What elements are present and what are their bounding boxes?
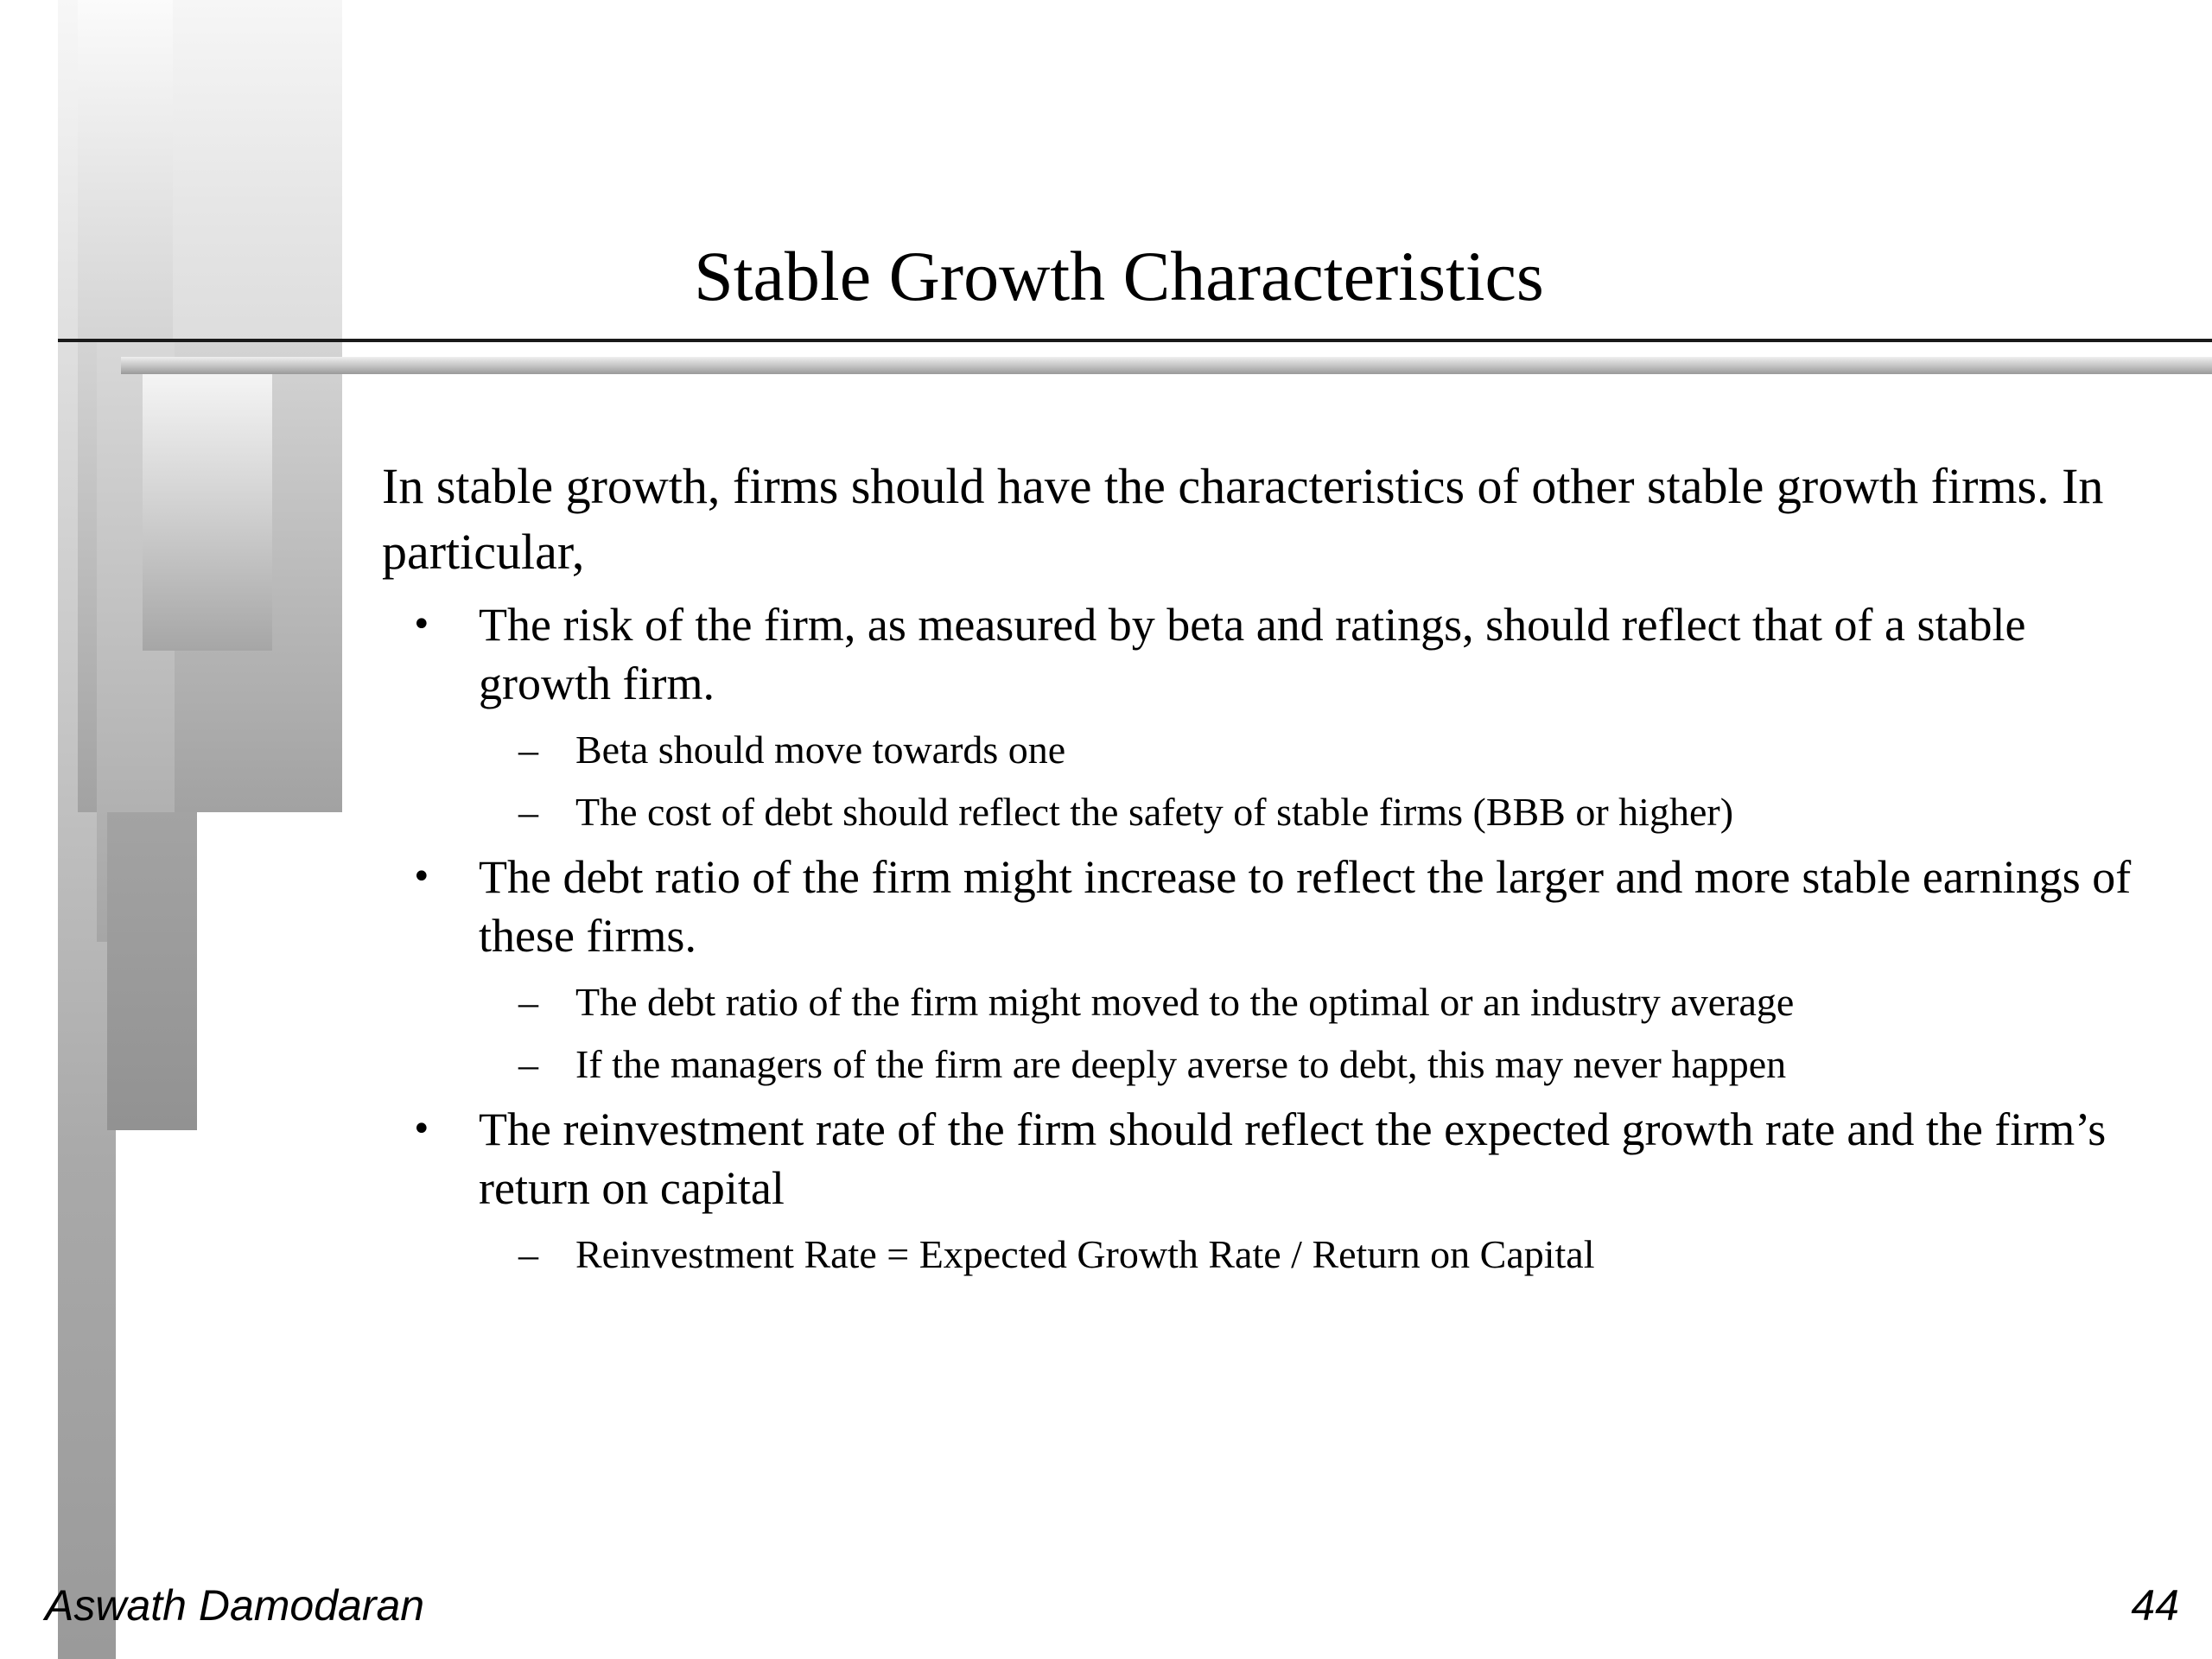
bullet-text: The reinvestment rate of the firm should reflect the expected growth rate and the firm’s return on capital — [479, 1103, 2107, 1214]
decorative-bar — [107, 812, 197, 1130]
sub-bullet-item — [382, 1039, 2162, 1090]
slide-title: Stable Growth Characteristics — [694, 237, 1544, 315]
decorative-bar — [143, 372, 272, 651]
sub-bullet-marker: – — [518, 1232, 538, 1276]
sub-bullet-marker: – — [518, 1042, 538, 1086]
sub-bullet-item — [382, 977, 2162, 1027]
sub-bullet-text: If the managers of the firm are deeply averse to debt, this may never happen — [575, 1042, 1787, 1086]
bullet-item — [382, 595, 2162, 713]
bullet-item — [382, 848, 2162, 965]
decorative-bar — [173, 0, 342, 341]
sub-bullet-marker: – — [518, 790, 538, 834]
page-number: 44 — [2131, 1581, 2179, 1630]
intro-text: In stable growth, firms should have the characteristics of other stable growth firms. In particular, — [382, 458, 2104, 580]
title-rule-shadow — [121, 357, 2212, 374]
sub-bullet-item — [382, 787, 2162, 837]
sub-bullet-item — [382, 725, 2162, 775]
sub-bullet-marker: – — [518, 728, 538, 772]
bullet-text: The risk of the firm, as measured by beta and ratings, should reflect that of a stable growth firm. — [479, 599, 2026, 709]
bullet-marker: • — [411, 605, 432, 645]
sub-bullet-text: Reinvestment Rate = Expected Growth Rate / Return on Capital — [575, 1232, 1595, 1276]
sub-bullet-marker: – — [518, 980, 538, 1024]
footer-author: Aswath Damodaran — [45, 1581, 425, 1630]
sub-bullet-text: The debt ratio of the firm might moved to the optimal or an industry average — [575, 980, 1795, 1024]
bullet-marker: • — [411, 857, 432, 897]
sub-bullet-text: Beta should move towards one — [575, 728, 1066, 772]
bullet-item — [382, 1100, 2162, 1217]
sub-bullet-item — [382, 1230, 2162, 1280]
sub-bullet-text: The cost of debt should reflect the safety of stable firms (BBB or higher) — [575, 790, 1734, 834]
title-rule — [58, 339, 2212, 342]
bullet-text: The debt ratio of the firm might increase to reflect the larger and more stable earnings of these firms. — [479, 851, 2132, 962]
slide-body — [382, 454, 2162, 1280]
bullet-marker: • — [411, 1109, 432, 1149]
